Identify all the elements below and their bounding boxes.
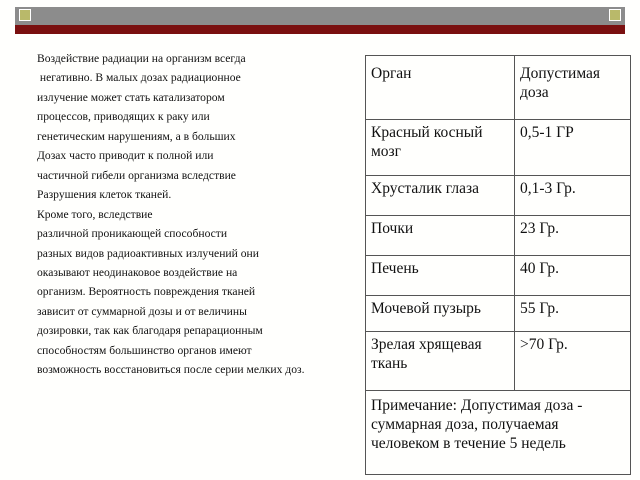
dose-cell: >70 Гр.: [514, 332, 630, 390]
dose-cell: 23 Гр.: [514, 216, 630, 255]
organ-cell: Зрелая хрящевая ткань: [371, 336, 482, 372]
text-line: способностям большинство органов имеют: [37, 343, 252, 357]
organ-cell: Печень: [371, 260, 419, 277]
banner-square-left-icon: [19, 9, 31, 21]
table-note: Примечание: Допустимая доза - суммарная доза, получаемая человеком в течение 5 недель: [366, 390, 630, 475]
organ-cell: Мочевой пузырь: [371, 300, 481, 317]
text-line: Дозах часто приводит к полной или: [37, 149, 214, 163]
text-line: оказывают неодинаковое воздействие на: [37, 265, 238, 279]
dose-cell: 0,1-3 Гр.: [514, 176, 630, 215]
permissible-dose-table: [365, 55, 631, 475]
text-line: генетическим нарушениям, а в больших: [37, 129, 236, 143]
banner-square-right-icon: [609, 9, 621, 21]
text-line: дозировки, так как благодаря репарационным: [37, 324, 263, 338]
header-dose: Допустимая доза: [514, 56, 630, 119]
text-line: негативно. В малых дозах радиационное: [37, 71, 241, 85]
header-organ: Орган: [371, 65, 412, 82]
text-line: возможность восстановиться после серии мелких доз.: [37, 363, 305, 377]
text-line: организм. Вероятность повреждения тканей: [37, 285, 256, 299]
dose-cell: 0,5-1 ГР: [514, 120, 630, 175]
table-row: [366, 175, 630, 215]
text-line: Воздействие радиации на организм всегда: [37, 52, 246, 65]
table-row: [366, 255, 630, 295]
table-row: [366, 215, 630, 255]
text-line: Кроме того, вследствие: [37, 207, 153, 221]
text-line: зависит от суммарной дозы и от величины: [37, 304, 247, 318]
organ-cell: Почки: [371, 220, 414, 237]
table-row: [366, 119, 630, 175]
text-line: разных видов радиоактивных излучений они: [37, 246, 259, 260]
text-line: различной проникающей способности: [37, 227, 228, 241]
radiation-effects-text: [37, 49, 357, 380]
table-row: [366, 331, 630, 390]
table-row: [366, 295, 630, 331]
dose-cell: 40 Гр.: [514, 256, 630, 295]
text-line: излучение может стать катализатором: [37, 90, 225, 104]
table-header-row: [366, 56, 630, 119]
text-line: Разрушения клеток тканей.: [37, 188, 172, 202]
dose-cell: 55 Гр.: [514, 296, 630, 331]
organ-cell: Хрусталик глаза: [371, 180, 479, 197]
top-banner-bar: [15, 7, 625, 26]
top-banner-accent-stripe: [15, 25, 625, 34]
organ-cell: Красный косный мозг: [371, 124, 483, 160]
text-line: частичной гибели организма вследствие: [37, 168, 236, 182]
text-line: процессов, приводящих к раку или: [37, 110, 210, 124]
